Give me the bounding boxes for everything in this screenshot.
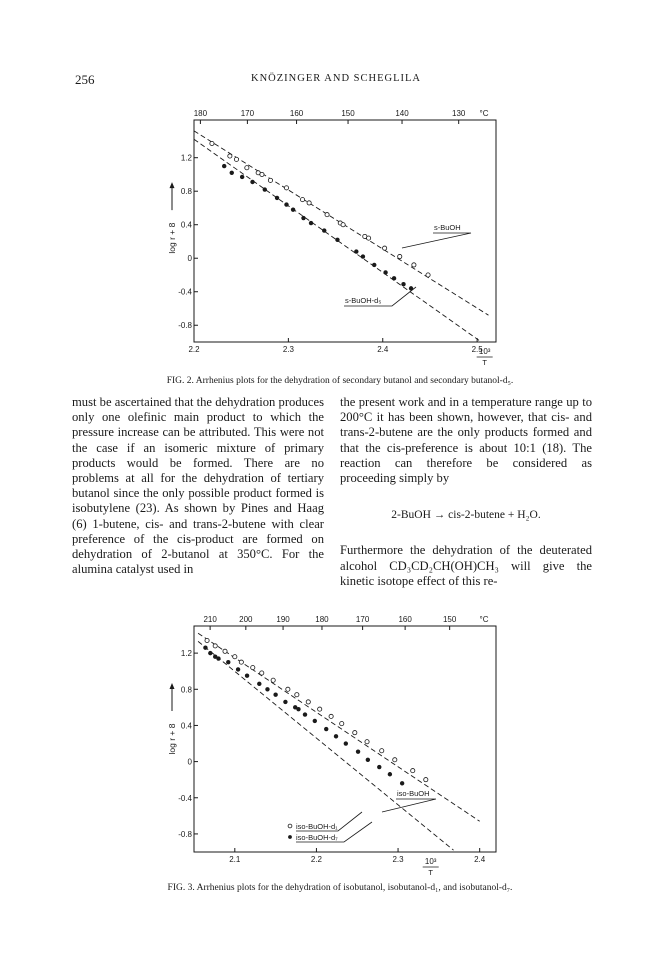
data-point-open	[239, 660, 243, 664]
data-point-filled	[400, 781, 404, 785]
y-tick-label: 0.8	[180, 187, 192, 197]
data-point-open	[295, 693, 299, 697]
data-point-filled	[275, 196, 279, 200]
y-tick-label: 0.4	[180, 721, 192, 731]
data-point-filled	[372, 263, 376, 267]
data-point-filled	[222, 164, 226, 168]
legend-label-d1: iso-BuOH-d₁	[296, 822, 338, 831]
data-point-open	[383, 246, 387, 250]
top-tick-label: 190	[276, 615, 290, 624]
data-point-filled	[401, 282, 405, 286]
legend-marker-open	[288, 824, 292, 828]
top-tick-label: 160	[398, 615, 412, 624]
top-tick-label: 150	[341, 109, 355, 118]
data-point-filled	[324, 727, 328, 731]
data-point-open	[260, 671, 264, 675]
data-point-open	[325, 213, 329, 217]
data-point-open	[251, 665, 255, 669]
plot-frame	[194, 626, 496, 852]
left-paragraph: must be ascertained that the dehydration produces only one olefinic main product to which the pressure increase can be attributed. This were not the case if an isomeric mixture of primary products would be formed. There are no problems at all for the dehydration of tertiary butanol since the only possible product formed is isobutylene (23). As shown by Pines and Haag (6) 1-butene, cis- and trans-2-butene with clear preference of the cis-product are formed on dehydration of 2-butanol at 350°C. For the alumina catalyst used in	[72, 395, 324, 577]
running-head	[0, 72, 672, 90]
top-tick-label: 170	[355, 615, 370, 624]
y-tick-label: 0.4	[180, 220, 192, 230]
data-point-open	[329, 714, 333, 718]
x-tick-label: 2.3	[392, 855, 404, 864]
data-point-open	[271, 678, 275, 682]
data-point-open	[213, 644, 217, 648]
figure-2-caption: FIG. 2. Arrhenius plots for the dehydration of secondary butanol and secondary butanol-d₅.	[166, 376, 514, 386]
annotation-leader	[382, 799, 436, 812]
x-tick-label: 2.3	[282, 345, 294, 354]
data-point-filled	[354, 249, 358, 253]
data-point-open	[340, 722, 344, 726]
y-tick-label: -0.8	[178, 321, 192, 331]
top-tick-label: 130	[452, 109, 466, 118]
data-point-filled	[263, 187, 267, 191]
data-point-open	[307, 201, 311, 205]
figure-3-caption: FIG. 3. Arrhenius plots for the dehydration of isobutanol, isobutanol-d₁, and isobutanol-d₇.	[167, 883, 513, 893]
data-point-open	[260, 172, 264, 176]
data-point-filled	[301, 216, 305, 220]
figure-3-chart	[150, 604, 520, 882]
top-axis-unit: °C	[479, 615, 489, 624]
y-axis-arrowhead	[170, 683, 175, 689]
data-point-open	[300, 197, 304, 201]
body-text	[72, 395, 602, 595]
y-tick-label: 1.2	[180, 649, 192, 659]
y-tick-label: -0.8	[178, 829, 192, 839]
x-tick-label: 2.4	[474, 855, 486, 864]
x-tick-label: 2.4	[377, 345, 389, 354]
series-annotation: s-BuOH	[434, 223, 461, 232]
y-tick-label: 0	[187, 757, 192, 767]
data-point-filled	[303, 712, 307, 716]
top-tick-label: 140	[395, 109, 409, 118]
data-point-open	[398, 254, 402, 258]
legend-label-d7: iso-BuOH-d₇	[296, 833, 338, 842]
data-point-open	[210, 141, 214, 145]
figure-3	[150, 604, 520, 882]
data-point-open	[284, 186, 288, 190]
top-tick-label: 180	[315, 615, 329, 624]
y-tick-label: 1.2	[180, 153, 192, 163]
data-point-filled	[335, 238, 339, 242]
page-number: 256	[75, 72, 95, 87]
data-point-filled	[283, 700, 287, 704]
y-axis-label: log r + 8	[167, 222, 177, 254]
data-point-open	[228, 154, 232, 158]
data-point-filled	[265, 687, 269, 691]
left-column	[72, 395, 324, 577]
data-point-filled	[245, 674, 249, 678]
data-point-filled	[208, 651, 212, 655]
data-point-filled	[366, 758, 370, 762]
data-point-filled	[284, 202, 288, 206]
series-annotation: iso-BuOH	[397, 789, 430, 798]
right-paragraph-2: Furthermore the dehydration of the deuterated alcohol CD₃CD₂CH(OH)CH₃ will give the kinetic isotope effect of this re-	[340, 543, 592, 588]
data-point-filled	[257, 682, 261, 686]
top-tick-label: 170	[240, 109, 255, 118]
reaction-equation: 2-BuOH → cis-2-butene + H₂O.	[391, 509, 541, 522]
x-tick-label: 2.1	[229, 855, 241, 864]
data-point-filled	[216, 656, 220, 660]
data-point-open	[412, 263, 416, 267]
data-point-filled	[273, 693, 277, 697]
data-point-open	[366, 236, 370, 240]
data-point-open	[424, 778, 428, 782]
data-point-filled	[313, 719, 317, 723]
data-point-filled	[356, 749, 360, 753]
data-point-filled	[236, 667, 240, 671]
data-point-open	[318, 707, 322, 711]
data-point-open	[426, 273, 430, 277]
y-tick-label: -0.4	[178, 793, 192, 803]
data-point-filled	[361, 254, 365, 258]
top-tick-label: 180	[193, 109, 208, 118]
x-tick-label: 2.2	[310, 855, 322, 864]
series-annotation: s-BuOH-d₅	[345, 296, 382, 305]
x-axis-label-numerator: 10³	[424, 857, 437, 866]
data-point-filled	[291, 207, 295, 211]
data-point-open	[268, 178, 272, 182]
x-tick-label: 2.5	[471, 345, 483, 354]
x-axis-label-denominator: T	[482, 358, 487, 367]
data-point-open	[380, 749, 384, 753]
right-paragraph-1: the present work and in a temperature range up to 200°C it has been shown, however, that cis- and trans-2-butene are the only products formed and that the cis-preference is about 10:1 (18). The reaction can therefore be considered as proceeding simply by	[340, 395, 592, 486]
figure-2	[150, 98, 520, 370]
data-point-filled	[250, 180, 254, 184]
legend-marker-filled	[288, 835, 292, 839]
data-point-filled	[226, 660, 230, 664]
running-head-title: KNÖZINGER AND SCHEGLILA	[251, 73, 421, 84]
y-tick-label: 0.8	[180, 685, 192, 695]
data-point-filled	[296, 707, 300, 711]
y-axis-arrowhead	[170, 182, 175, 188]
data-point-open	[365, 740, 369, 744]
top-axis-unit: °C	[479, 109, 489, 118]
x-axis-label-denominator: T	[428, 868, 433, 877]
data-point-open	[411, 769, 415, 773]
fit-line-filled	[198, 641, 453, 850]
x-tick-label: 2.2	[188, 345, 200, 354]
data-point-open	[306, 700, 310, 704]
y-tick-label: 0	[187, 254, 192, 264]
data-point-open	[393, 758, 397, 762]
top-tick-label: 200	[239, 615, 253, 624]
data-point-filled	[383, 270, 387, 274]
data-point-filled	[388, 772, 392, 776]
data-point-open	[341, 223, 345, 227]
top-tick-label: 210	[203, 615, 217, 624]
data-point-filled	[203, 645, 207, 649]
data-point-filled	[322, 228, 326, 232]
data-point-open	[245, 166, 249, 170]
data-point-open	[234, 157, 238, 161]
y-tick-label: -0.4	[178, 287, 192, 297]
data-point-filled	[344, 741, 348, 745]
top-tick-label: 160	[289, 109, 304, 118]
figure-2-chart	[150, 98, 520, 370]
data-point-open	[233, 655, 237, 659]
data-point-filled	[334, 734, 338, 738]
data-point-filled	[392, 276, 396, 280]
annotation-leader	[402, 233, 471, 248]
data-point-filled	[230, 171, 234, 175]
top-tick-label: 150	[442, 615, 457, 624]
x-axis-label-numerator: 10³	[478, 347, 491, 356]
data-point-filled	[377, 765, 381, 769]
data-point-open	[223, 649, 227, 653]
data-point-open	[286, 687, 290, 691]
y-axis-label: log r + 8	[167, 723, 177, 755]
data-point-filled	[240, 175, 244, 179]
data-point-open	[205, 638, 209, 642]
data-point-open	[353, 731, 357, 735]
right-column	[340, 395, 592, 589]
data-point-filled	[309, 221, 313, 225]
